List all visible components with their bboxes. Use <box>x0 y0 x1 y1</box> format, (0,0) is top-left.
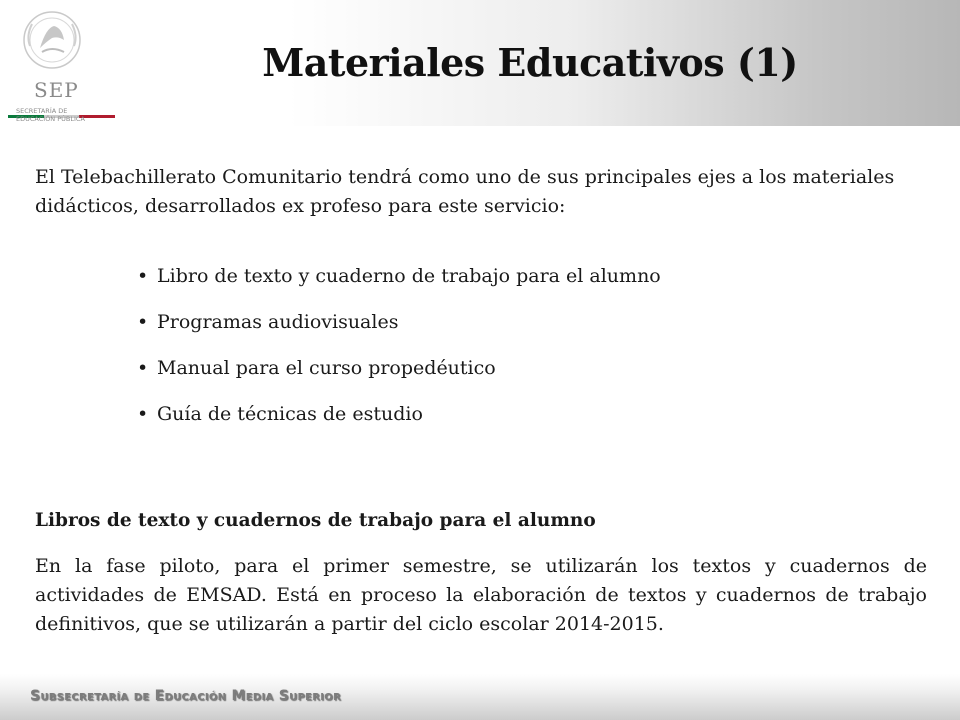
section-heading: Libros de texto y cuadernos de trabajo para el alumno <box>35 510 596 531</box>
sep-logo <box>2 6 124 122</box>
logo-subtitle <box>16 107 116 123</box>
list-item <box>137 400 661 446</box>
list-item <box>137 308 661 354</box>
list-item-text: Guía de técnicas de estudio <box>157 403 423 425</box>
list-item <box>137 262 661 308</box>
list-item-text: Libro de texto y cuaderno de trabajo para el alumno <box>157 265 661 287</box>
list-item <box>137 354 661 400</box>
bullet-icon: • <box>137 265 149 287</box>
materials-list <box>137 262 661 446</box>
logo-subtitle-line1: SECRETARÍA DE <box>16 107 68 115</box>
bullet-icon: • <box>137 311 149 333</box>
intro-paragraph: El Telebachillerato Comunitario tendrá como uno de sus principales ejes a los materiales didácticos, desarrollados ex profeso para este servicio: <box>35 166 895 217</box>
slide-title: Materiales Educativos (1) <box>262 40 798 85</box>
coat-of-arms-icon <box>2 6 124 78</box>
body-paragraph: En la fase piloto, para el primer semestre, se utilizarán los textos y cuadernos de actividades de EMSAD. Está en proceso la elaboración de textos y cuadernos de trabajo definitivos, que se utilizarán a partir del ciclo escolar 2014-2015. <box>35 555 927 635</box>
bullet-icon: • <box>137 357 149 379</box>
bullet-icon: • <box>137 403 149 425</box>
footer-text: Subsecretaría de Educación Media Superior <box>30 688 342 704</box>
logo-subtitle-line2: EDUCACIÓN PÚBLICA <box>16 115 85 123</box>
list-item-text: Manual para el curso propedéutico <box>157 357 496 379</box>
list-item-text: Programas audiovisuales <box>157 311 399 333</box>
logo-name: SEP <box>34 78 79 102</box>
